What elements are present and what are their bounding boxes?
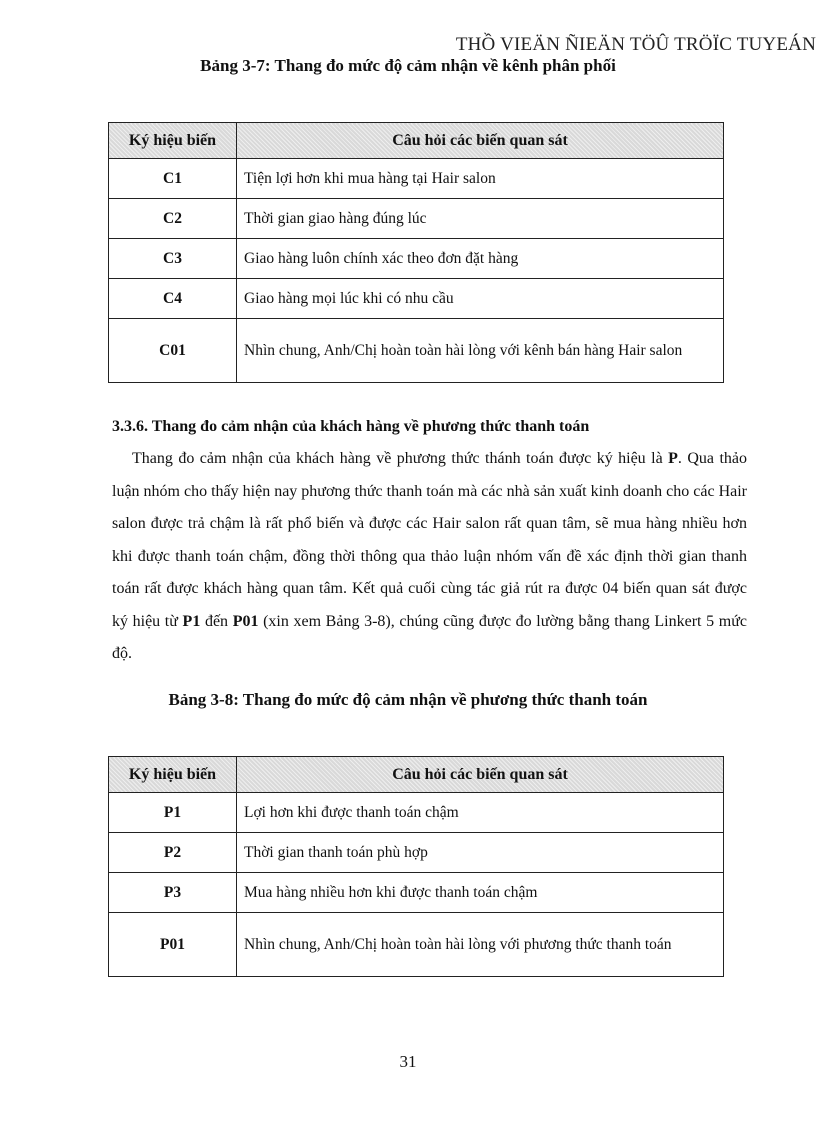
variable-code: P3 — [109, 873, 237, 913]
table-row — [109, 239, 724, 279]
variable-code: C01 — [109, 319, 237, 383]
table-row — [109, 913, 724, 977]
variable-code: C3 — [109, 239, 237, 279]
paragraph-bold: P01 — [232, 612, 259, 630]
table-3-7 — [108, 122, 724, 383]
variable-code: C1 — [109, 159, 237, 199]
variable-code: P2 — [109, 833, 237, 873]
paragraph-text: đến — [200, 612, 233, 630]
page-number: 31 — [399, 1052, 417, 1071]
header-variable-code: Ký hiệu biến — [109, 757, 237, 793]
table-row — [109, 833, 724, 873]
header-question: Câu hỏi các biến quan sát — [237, 123, 724, 159]
table-row — [109, 159, 724, 199]
header-question: Câu hỏi các biến quan sát — [237, 757, 724, 793]
variable-code: P01 — [109, 913, 237, 977]
variable-question: Giao hàng luôn chính xác theo đơn đặt hàng — [237, 239, 724, 279]
variable-question: Nhìn chung, Anh/Chị hoàn toàn hài lòng với phương thức thanh toán — [237, 913, 724, 977]
table-3-8-caption: Bảng 3-8: Thang đo mức độ cảm nhận về phương thức thanh toán — [168, 690, 648, 709]
paragraph-bold: P — [668, 450, 678, 467]
paragraph-text: (xin xem Bảng 3-8), chúng cũng được đo lường bằng thang Linkert 5 mức độ. — [112, 612, 747, 662]
variable-question: Lợi hơn khi được thanh toán chậm — [237, 793, 724, 833]
variable-question: Thời gian giao hàng đúng lúc — [237, 199, 724, 239]
table-header-row — [109, 757, 724, 793]
table-row — [109, 793, 724, 833]
table-row — [109, 199, 724, 239]
paragraph-text: Thang đo cảm nhận của khách hàng về phương thức thánh toán được ký hiệu là — [132, 450, 669, 467]
table-header-row — [109, 123, 724, 159]
table-3-7-caption: Bảng 3-7: Thang đo mức độ cảm nhận về kênh phân phối — [200, 56, 616, 75]
paragraph-text: . Qua thảo luận nhóm cho thấy hiện nay phương thức thanh toán mà các nhà sản xuất kinh doanh cho các Hair salon được trả chậm là rất phổ biến và được các Hair salon rất quan tâm, sẽ mua hàng nhiều hơn khi được thanh toán chậm, đồng thời thông qua thảo luận nhóm vấn đề xác định thời gian thanh toán rất được khách hàng quan tâm. Kết quả cuối cùng tác giả rút ra được 04 biến quan sát được ký hiệu từ — [112, 450, 747, 630]
variable-question: Giao hàng mọi lúc khi có nhu cầu — [237, 279, 724, 319]
watermark-header: THỒ VIEÄN ÑIEÄN TÖÛ TRÖÏC TUYEÁN — [455, 34, 816, 55]
variable-code: C4 — [109, 279, 237, 319]
paragraph-bold: P1 — [182, 612, 201, 630]
body-paragraph — [112, 443, 747, 671]
section-heading: 3.3.6. Thang đo cảm nhận của khách hàng về phương thức thanh toán — [112, 418, 590, 435]
table-row — [109, 279, 724, 319]
variable-code: C2 — [109, 199, 237, 239]
variable-question: Mua hàng nhiều hơn khi được thanh toán chậm — [237, 873, 724, 913]
table-row — [109, 319, 724, 383]
header-variable-code: Ký hiệu biến — [109, 123, 237, 159]
variable-question: Nhìn chung, Anh/Chị hoàn toàn hài lòng với kênh bán hàng Hair salon — [237, 319, 724, 383]
variable-code: P1 — [109, 793, 237, 833]
variable-question: Tiện lợi hơn khi mua hàng tại Hair salon — [237, 159, 724, 199]
table-3-8 — [108, 756, 724, 977]
table-row — [109, 873, 724, 913]
variable-question: Thời gian thanh toán phù hợp — [237, 833, 724, 873]
